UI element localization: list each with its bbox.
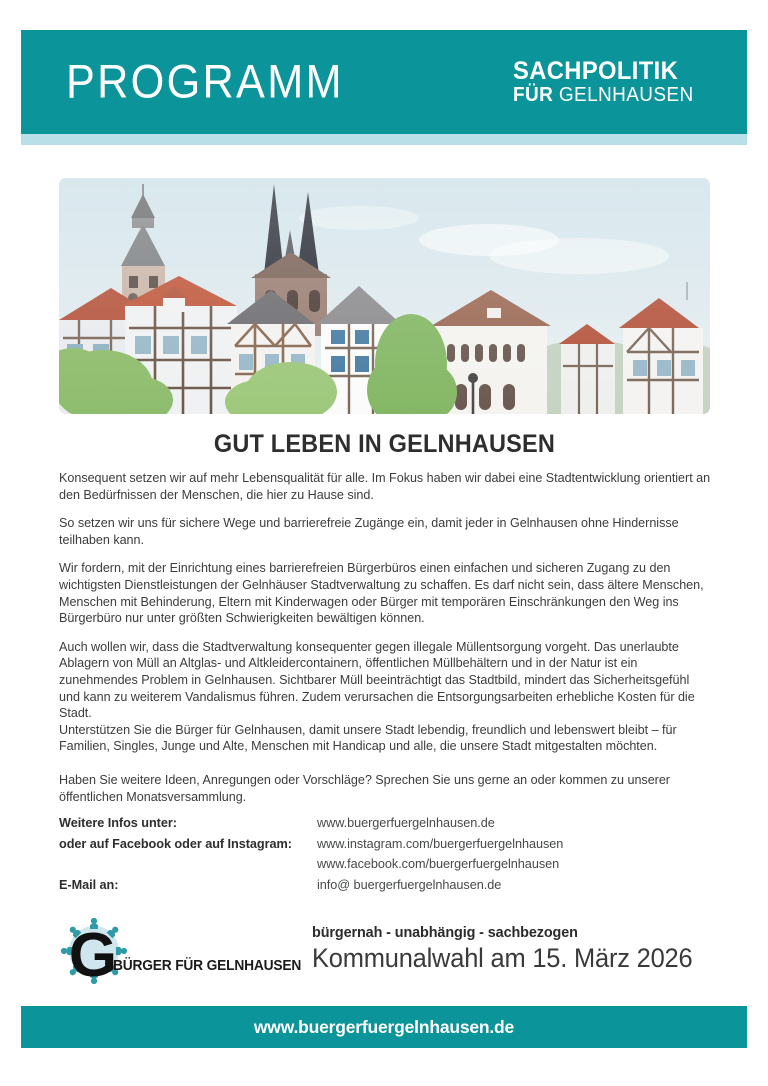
election-date [312, 944, 712, 973]
contact-value-instagram[interactable]: www.instagram.com/buergerfuergelnhausen [317, 836, 564, 851]
page-footer [21, 1006, 747, 1048]
paragraph-barrierefreiheit: So setzen wir uns für sichere Wege und barrierefreie Zugänge ein, damit jeder in Gelnhausen ohne Hindernisse teilhaben kann. [59, 516, 679, 547]
contact-row-facebook [59, 857, 711, 871]
content-headline-text: GUT LEBEN IN GELNHAUSEN [213, 430, 556, 458]
page-header [21, 30, 747, 134]
paragraph-unterstuetzen: Unterstützen Sie die Bürger für Gelnhausen, damit unsere Stadt lebendig, freundlich und lebenswert bleibt – für Familien, Singles, Junge und Alte, Menschen mit Handicap und alle, die unsere Stadt mitgestalten möchten. [59, 722, 677, 754]
contact-value-facebook[interactable]: www.facebook.com/buergerfuergelnhausen [317, 857, 560, 871]
logo-mark-svg [60, 918, 132, 986]
party-logo [60, 918, 310, 986]
brand-lockup [513, 59, 703, 105]
page-title-text: PROGRAMM [66, 54, 344, 108]
contact-row-website [59, 816, 711, 830]
body-text-column [59, 470, 711, 817]
page-title [66, 54, 368, 108]
footer-website-url[interactable]: www.buergerfuergelnhausen.de [253, 1016, 515, 1037]
contact-value-website[interactable]: www.buergerfuergelnhausen.de [317, 816, 495, 830]
brand-city: GELNHAUSEN [558, 83, 694, 106]
contact-value-email[interactable]: info@ buergerfuergelnhausen.de [317, 877, 502, 892]
logo-wordmark: BÜRGER FÜR GELNHAUSEN [113, 958, 302, 974]
contact-row-instagram [59, 837, 711, 851]
slogan-tagline: bürgernah - unabhängig - sachbezogen [312, 925, 578, 941]
contact-block [59, 816, 711, 898]
brand-sachpolitik: SACHPOLITIK [512, 57, 679, 86]
paragraph-buergerbuero: Wir fordern, mit der Einrichtung eines barrierefreien Bürgerbüros einen einfachen und sicheren Zugang zu den wichtigsten Dienstleistungen der Gelnhäuser Stadtverwaltung zu schaffen. Es darf nicht sein, dass ältere Menschen, Menschen mit Behinderung, Eltern mit Kinderwagen oder Bürger mit temporären Einschränkungen den Weg ins Bürgerbüro nur unter größten Schwierigkeiten bewältigen können. [59, 561, 704, 626]
buerger-g-logo-icon [60, 918, 132, 986]
slogan-block [312, 925, 712, 973]
paragraph-ideen: Haben Sie weitere Ideen, Anregungen oder Vorschläge? Sprechen Sie uns gerne an oder kommen zu unserer öffentlichen Monatsversammlung. [59, 772, 670, 804]
hero-photo-illustration [59, 178, 710, 414]
paragraph-lebensqualitaet: Konsequent setzen wir auf mehr Lebensqualität für alle. Im Fokus haben wir dabei eine Stadtentwicklung orientiert an den Bedürfnissen der Menschen, die hier zu Hause sind. [59, 471, 711, 502]
logo-letter-g: G [68, 921, 118, 986]
contact-label-website: Weitere Infos unter: [59, 816, 177, 830]
contact-row-email [59, 878, 711, 892]
brand-fuer: FÜR [512, 83, 554, 106]
contact-label-email: E-Mail an: [59, 877, 119, 892]
header-accent-bar [21, 134, 747, 145]
hero-photo-gelnhausen-oldtown [59, 178, 710, 414]
content-headline [59, 430, 710, 459]
brand-fuer-gelnhausen [513, 85, 694, 105]
paragraph-muellentsorgung: Auch wollen wir, dass die Stadtverwaltung konsequenter gegen illegale Müllentsorgung vorgeht. Das unerlaubte Ablagern von Müll an Altglas- und Altkleidercontainern, öffentlichen Müllbehältern und in der Natur ist ein zunehmendes Problem in Gelnhausen. Sichtbarer Müll beeinträchtigt das Stadtbild, mindert das Sicherheitsgefühl und kann zu weiterem Vandalismus führen. Zudem verursachen die Entsorgungsarbeiten erhebliche Kosten für die Stadt. [59, 639, 695, 721]
contact-label-social: oder auf Facebook oder auf Instagram: [59, 836, 292, 851]
election-date-text: Kommunalwahl am 15. März 2026 [312, 943, 693, 973]
